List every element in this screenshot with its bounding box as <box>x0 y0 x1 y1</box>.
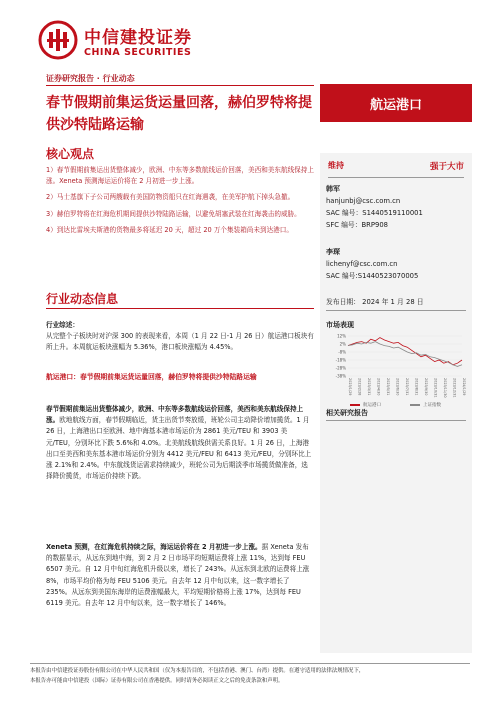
sector-badge: 航运港口 <box>320 84 472 122</box>
x-tick-label: 2023/10/31 <box>433 378 438 398</box>
analyst-name: 韩军 <box>326 185 340 193</box>
market-performance-chart <box>326 332 466 402</box>
brand-name-en: CHINA SECURITIES <box>84 47 192 58</box>
x-tick-label: 2023/12/31 <box>452 378 457 398</box>
y-tick-label: 12% <box>337 333 346 339</box>
y-tick-label: -18% <box>335 357 346 363</box>
x-tick-label: 2023/11/30 <box>443 378 447 398</box>
market-performance-title: 市场表现 <box>326 321 354 329</box>
divider <box>46 308 314 309</box>
analyst-email: hanjunbj@csc.com.cn <box>326 197 401 205</box>
paragraph-1-lead: 春节假期前集运出货整体减少，欧洲、中东等多数航线运价回落，美西和美东航线保持上涨。 <box>46 405 304 425</box>
news-heading: 航运港口：春节假期前集运货运量回落，赫伯罗特将提供沙特陆路运输 <box>46 373 257 381</box>
core-view-item: 3）赫伯罗特将在红海危机期间提供沙特陆路运输，以避免胡塞武装在红海袭击的威胁。 <box>46 209 301 218</box>
brand-mark-icon <box>38 20 78 60</box>
paragraph-2 <box>46 542 314 609</box>
core-view-item: 2）马士基旗下子公司两艘载有美国防物资船只在红海遇袭，在美军护航下掉头急撤。 <box>46 193 295 202</box>
paragraph-1 <box>46 404 314 482</box>
rating-action: 维持 <box>328 161 344 170</box>
rating-value: 强于大市 <box>429 162 464 172</box>
footer-disclaimer <box>30 666 470 686</box>
legend-swatch <box>410 404 420 406</box>
y-tick-label: -38% <box>335 373 346 379</box>
x-tick-label: 2023/1/29 <box>348 378 352 396</box>
analyst-name: 李琛 <box>326 248 340 256</box>
analyst-sac: SAC 编号:S1440523070005 <box>326 272 419 280</box>
footer-divider <box>30 663 470 664</box>
x-tick-label: 2023/6/30 <box>395 378 400 396</box>
footer-line: 本报告亦可能由中信建投（国际）证券有限公司在香港提供。同时请务必阅读正文之后的免责条款和声明。 <box>30 678 284 684</box>
divider <box>328 177 464 178</box>
x-tick-label: 2023/5/31 <box>386 378 390 396</box>
core-view-heading: 核心观点 <box>46 147 95 161</box>
legend-label: 航运港口 <box>363 403 381 408</box>
publish-date: 发布日期： 2024 年 1 月 28 日 <box>326 298 424 306</box>
x-tick-label: 2023/3/31 <box>367 378 371 396</box>
divider <box>326 310 466 311</box>
x-tick-label: 2023/4/30 <box>376 378 381 396</box>
overview-text: 从完整个子板块时对沪深 300 的表现来看，本周（1 月 22 日-1 月 26 日）航运港口板块有所上升。本周航运板块涨幅为 5.36%，港口板块涨幅为 4.45%。 <box>46 332 314 352</box>
report-title: 春节假期前集运货运量回落，赫伯罗特将提供沙特陆路运输 <box>46 95 312 133</box>
analyst-sfc: SFC 编号：BRP908 <box>326 221 388 229</box>
x-tick-label: 2023/7/31 <box>405 378 409 396</box>
legend-item-index <box>410 402 441 408</box>
x-tick-label: 2023/8/31 <box>414 378 419 396</box>
overview-paragraph <box>46 320 314 354</box>
brand-name-cn: 中信建投证券 <box>84 28 192 48</box>
divider <box>326 420 466 421</box>
core-view-item: 4）到达比雷埃夫斯港的货物最多将延迟 20 天，超过 20 万个集装箱尚未到达港口。 <box>46 225 293 234</box>
x-tick-label: 2023/9/30 <box>424 378 428 396</box>
y-tick-label: 2% <box>339 341 346 347</box>
analyst-card <box>326 246 472 282</box>
related-reports-title: 相关研究报告 <box>326 409 368 417</box>
report-type: 证券研究报告 · 行业动态 <box>46 74 135 83</box>
y-tick-label: -8% <box>338 349 346 355</box>
section-heading: 行业动态信息 <box>46 292 119 306</box>
x-tick-label: 2023/2/28 <box>357 378 362 396</box>
core-view-item: 1）春节假期前集运出货整体减少，欧洲、中东等多数航线运价回落，美西和美东航线保持上涨。Xeneta 预测海运运价将在 2 月初进一步上涨。 <box>46 166 314 186</box>
paragraph-2-lead: Xeneta 预测，在红海危机持续之际，海运运价将在 2 月初进一步上涨。 <box>46 543 262 551</box>
rating-row <box>320 160 472 174</box>
analyst-sac: SAC 编号：S1440519110001 <box>326 209 423 217</box>
footer-line: 本报告由中信建投证券股份有限公司在中华人民共和国（仅为本报告目的，不包括香港、澳门、台湾）提供。在遵守适用的法律法规情况下， <box>30 668 365 674</box>
y-tick-label: -28% <box>335 365 346 371</box>
core-view-list <box>46 165 314 241</box>
paragraph-1-text: 欧地航线方面，春节假期临近，货主出货节奏放缓，班轮公司主动降价增加揽货。1 月 26 日，上海港出口至欧洲、地中海基本港市场运价为 2861 美元/TEU 和 3903 美元/TEU，分别环比下跌 5.6%和 4.0%。北美航线航线供需关系良好。1 月 26 日，上海港出口至美西和美东基本港市场运价分别为 4412 美元/FEU 和 6413 美元/FEU，分别环比上涨 2.1%和 2.4%。中东航线货运需求持续减少，班轮公司为后期淡季市场揽货做准备，选择降价揽货，市场运价持续下跌。 <box>46 416 312 481</box>
analyst-card <box>326 183 472 231</box>
company-logo <box>38 20 208 64</box>
overview-label: 行业综述： <box>46 321 79 329</box>
analyst-email: lichenyf@csc.com.cn <box>326 260 398 268</box>
paragraph-2-text: 据 Xeneta 发布的数据显示，从远东到地中海，到 2 月 2 日市场平均短期运费将上涨 11%，达到每 FEU 6507 美元。自 12 月中旬红海危机升级以来，增长了 243%。从远东到北欧的运费将上涨 8%，市场平均价格为每 FEU 5106 美元。自去年 12 月中旬以来，这一数字增长了 235%。从远东到美国东海岸的运费涨幅最大，平均短期价格将上涨 17%，达到每 FEU 6119 美元。自去年 12 月中旬以来，这一数字增长了 146%。 <box>46 543 310 608</box>
legend-label: 上证指数 <box>423 403 441 408</box>
legend-swatch <box>350 404 360 406</box>
x-tick-label: 2024/1/29 <box>462 378 466 396</box>
divider <box>46 85 314 86</box>
